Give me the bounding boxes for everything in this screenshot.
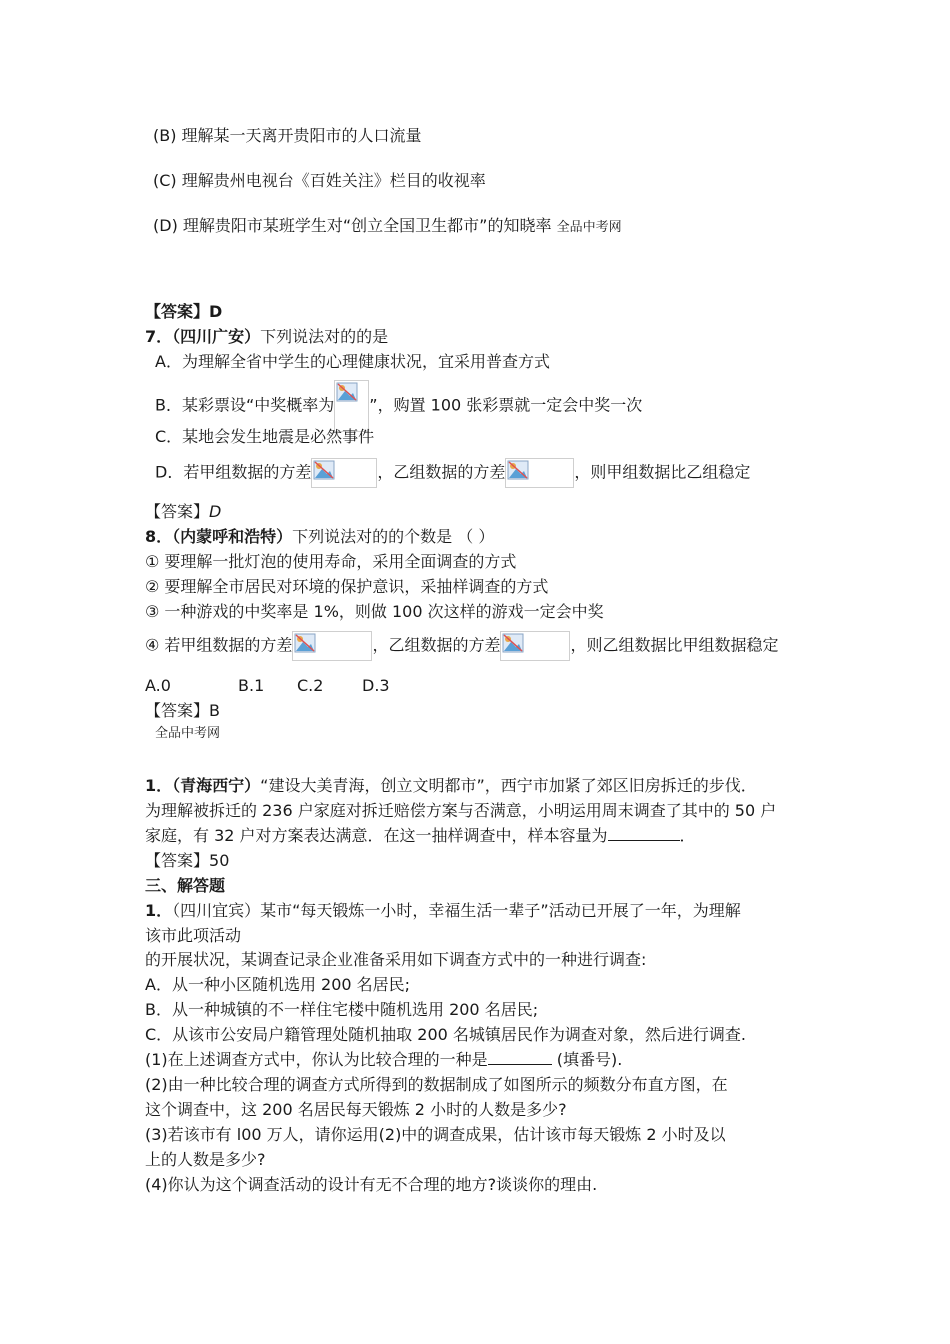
- q8-statement-2: ② 要理解全市居民对环境的保护意识，采抽样调查的方式: [145, 577, 549, 596]
- q8-statement-1: ① 要理解一批灯泡的使用寿命，采用全面调查的方式: [145, 552, 517, 571]
- broken-image-icon: [311, 458, 377, 488]
- question-source: （四川广安）: [172, 327, 261, 346]
- answer-value: 50: [209, 851, 230, 870]
- choice-c: C.2: [297, 676, 324, 695]
- question-number: 7．: [145, 327, 173, 346]
- question-text: (填番号).: [551, 1050, 623, 1069]
- answer-label: 【答案】: [145, 502, 210, 521]
- s3-part-2a: (2)由一种比较合理的调查方式所得到的数据制成了如图所示的频数分布直方图，在: [145, 1075, 728, 1094]
- answer-blank: [488, 1063, 552, 1065]
- q7-option-d: [155, 458, 750, 488]
- question-text: ．: [679, 826, 696, 845]
- option-text: ，乙组数据的方差: [377, 462, 506, 482]
- q6-option-c: (C) 理解贵州电视台《百姓关注》栏目的收视率: [153, 171, 486, 190]
- q7-option-a: A．为理解全省中学生的心理健康状况，宜采用普查方式: [155, 352, 550, 371]
- s3-part-3a: (3)若该市有 l00 万人，请你运用(2)中的调查成果，估计该市每天锻炼 2 小时及以: [145, 1125, 726, 1144]
- s3-option-b: B．从一种城镇的不一样住宅楼中随机选用 200 名居民;: [145, 1000, 539, 1019]
- s3-option-c: C．从该市公安局户籍管理处随机抽取 200 名城镇居民作为调查对象，然后进行调查.: [145, 1025, 746, 1044]
- choice-a: A.0: [145, 676, 171, 695]
- answer-label: 【答案】: [145, 851, 210, 870]
- q6-option-d-text: (D) 理解贵阳市某班学生对“创立全国卫生都市”的知晓率: [153, 216, 552, 235]
- q8-answer: [145, 700, 220, 722]
- section-heading-text: 三、解答题: [145, 876, 226, 895]
- section-heading: [145, 875, 225, 897]
- statement-text: ，则乙组数据比甲组数据稳定: [570, 635, 779, 655]
- choice-d: D.3: [362, 676, 390, 695]
- q8-statement-3: ③ 一种游戏的中奖率是 1%，则做 100 次这样的游戏一定会中奖: [145, 602, 604, 621]
- broken-image-icon: [505, 458, 574, 488]
- s3-option-a: A．从一种小区随机选用 200 名居民;: [145, 975, 411, 994]
- q7-stem: [145, 326, 388, 348]
- q7-answer: [145, 501, 221, 523]
- q6-answer: [145, 301, 222, 323]
- statement-text: ④ 若甲组数据的方差: [145, 635, 293, 655]
- answer-value: D: [209, 302, 223, 321]
- choice-b: B.1: [238, 676, 265, 695]
- question-text: （四川宜宾）某市“每天锻炼一小时，幸福生活一辈子”活动已开展了一年，为理解: [172, 901, 741, 920]
- question-number: 1．: [145, 776, 173, 795]
- question-source: （青海西宁）: [172, 776, 261, 795]
- s3-q1-line-2: 该市此项活动: [145, 926, 242, 945]
- watermark-text: 全品中考网: [556, 220, 622, 235]
- answer-label: 【答案】: [145, 701, 210, 720]
- fill1-line-2: 为理解被拆迁的 236 户家庭对拆迁赔偿方案与否满意，小明运用周末调查了其中的 50 户: [145, 801, 777, 820]
- answer-label: 【答案】: [145, 302, 210, 321]
- statement-text: ，乙组数据的方差: [372, 635, 501, 655]
- fill1-line-1: [145, 775, 757, 797]
- question-text: 下列说法对的的个数是 （ ）: [292, 527, 495, 546]
- q6-option-b: (B) 理解某一天离开贵阳市的人口流量: [153, 126, 422, 145]
- question-text: 家庭，有 32 户对方案表达满意．在这一抽样调查中，样本容量为: [145, 826, 608, 845]
- answer-blank: [608, 839, 680, 841]
- question-text: (1)在上述调查方式中，你认为比较合理的一种是: [145, 1050, 488, 1069]
- q8-stem: [145, 526, 494, 548]
- question-text: “建设大美青海，创立文明都市”，西宁市加紧了郊区旧房拆迁的步伐．: [260, 776, 757, 795]
- broken-image-icon: [292, 631, 372, 661]
- question-source: （内蒙呼和浩特）: [172, 527, 293, 546]
- q6-option-d: [153, 215, 622, 239]
- question-number: 8．: [145, 527, 173, 546]
- watermark-text: 全品中考网: [155, 726, 221, 741]
- option-text: ，则甲组数据比乙组稳定: [574, 462, 751, 482]
- q7-option-c: C．某地会发生地震是必然事件: [155, 427, 375, 446]
- option-text: B．某彩票设“中奖概率为: [155, 395, 335, 415]
- answer-value: D: [209, 502, 222, 521]
- s3-part-3b: 上的人数是多少?: [145, 1150, 266, 1169]
- q7-option-b: [155, 380, 642, 432]
- option-text: D．若甲组数据的方差: [155, 462, 312, 482]
- broken-image-icon: [334, 380, 369, 432]
- fill1-line-3: [145, 825, 696, 847]
- s3-part-2b: 这个调查中，这 200 名居民每天锻炼 2 小时的人数是多少?: [145, 1100, 567, 1119]
- broken-image-icon: [500, 631, 570, 661]
- question-text: 下列说法对的的是: [260, 327, 389, 346]
- fill1-answer: [145, 850, 229, 872]
- question-number: 1．: [145, 901, 173, 920]
- s3-part-1: [145, 1049, 622, 1071]
- option-text: ”，购置 100 张彩票就一定会中奖一次: [369, 395, 643, 415]
- s3-part-4: (4)你认为这个调查活动的设计有无不合理的地方?谈谈你的理由.: [145, 1175, 598, 1194]
- s3-q1-line-3: 的开展状况，某调查记录企业准备采用如下调查方式中的一种进行调查:: [145, 950, 647, 969]
- s3-q1-line-1: [145, 900, 741, 922]
- q8-statement-4: [145, 631, 778, 661]
- answer-value: B: [209, 701, 220, 720]
